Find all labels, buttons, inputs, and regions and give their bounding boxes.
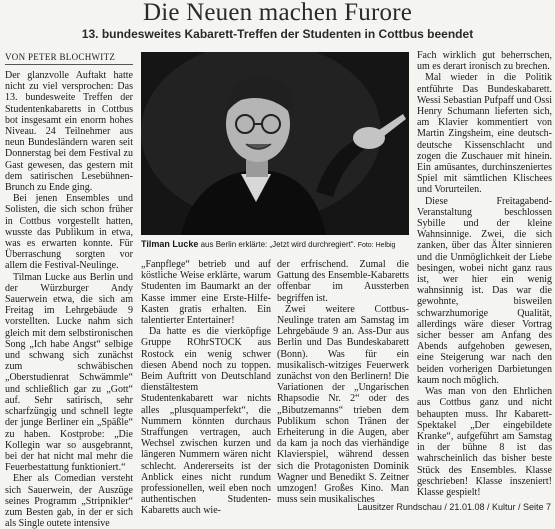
photo-caption: [141, 239, 409, 251]
article-column-1: [5, 70, 133, 529]
paragraph: der erfrischend. Zumal die Gattung des Ensemble-Kabaretts offenbar im Aussterben begriffen ist.: [277, 259, 409, 304]
article-column-3: [277, 259, 409, 506]
performer-illustration: [141, 52, 409, 235]
article-headline: Die Neuen machen Furore: [142, 0, 413, 26]
paragraph: Zwei weitere Cottbus-Neulinge traten am Samstag im Lehrgebäude 9 an. Ass-Dur aus Berlin und Das Bundeskabarett (Bonn). Was für ein musikalisch-witziges Feuerwerk zunächst von den Berlinern! Die Variationen der „Ungarischen Rhapsodie Nr. 2“ oder des „Bibutzemanns“ trieben dem Publikum schon Tränen der Erheiterung in die Augen, aber da kam ja noch das vierhändige Klavierspiel, während dessen sich die Protagonisten Dominik Wagner und Benedikt S. Zeitner umzogen! Großes Kino. Man muss sein musikalisches: [277, 303, 409, 506]
paragraph: Da hatte es die vierköpfige Gruppe ROhrSTOCK aus Rostock ein wenig schwer diesen Abend noch zu toppen. Beim Auftritt von Deutschland dienstältestem Studentenkabarett war nichts alles „plusquamperfekt“, die Nummern könnten durchaus Straffungen vertragen, auch Wechsel zwischen kurzen und längeren Nummern wären nicht schlecht. Andererseits ist der Anblick eines nicht rundum professionellen, weil eben noch authentischen Studenten-Kabaretts auch wie-: [141, 326, 271, 517]
source-footer: Lausitzer Rundschau / 21.01.08 / Kultur / Seite 7: [357, 502, 551, 512]
paragraph: Bei jenen Ensembles und Solisten, die sich schon früher in Cottbus vorgestellt hatten, wusste das Publikum in etwa, was es erwarten konnte. Für Überraschung sorgten vor allem die Festival-Neulinge.: [5, 193, 133, 272]
caption-name: Tilman Lucke: [141, 239, 199, 249]
paragraph: Diese Freitagabend-Veranstaltung beschlossen Sybille und der kleine Wahnsinnige. Zwei, die sich zanken, über das Älter sinnieren und die Unmöglichkeit der Liebe besingen, wobei nicht ganz raus ist, wer hier ein wenig wahnsinnig ist. Das war die gewohnte, bisweilen schwarzhumorige Qualität, allerdings wäre dieser Vortrag sicher besser am Anfang des Abends aufgehoben gewesen, eine Steigerung war nach den beiden vorherigen Darbietungen kaum noch möglich.: [417, 195, 552, 386]
paragraph: Eher als Comedian versteht sich Sauerwein, der Auszüge seines Programm „Stripnikler“ zum Besten gab, in der er sich als Single outete intensive: [5, 473, 133, 529]
article-column-2: [141, 259, 271, 517]
paragraph: Der glanzvolle Auftakt hatte nicht zu viel versprochen: Das 13. bundesweite Treffen der Studentenkabaretts in Cottbus bot insgesamt ein enorm hohes Niveau. 24 Teilnehmer aus neun Bundesländern waren seit Donnerstag bei dem Festival zu Gast gewesen, das gestern mit dem satirischen Lesebühnen-Brunch zu Ende ging.: [5, 70, 133, 194]
paragraph: Was man von den Ehrlichen aus Cottbus ganz und nicht behaupten muss. Ihr Kabarett-Spektakel „Der eingebildete Kranke“, aufgeführt am Samstag in der bühne 8 ist das wahrscheinlich das bisher beste Stück des Ensembles. Klasse geschrieben! Klasse inszeniert! Klasse gespielt!: [417, 386, 552, 498]
paragraph: Mal wieder in die Politik entführte Das Bundeskabarett. Wessi Sebastian Pufpaff und Ossi Henry Schumann lieferten sich, am Klavier kommentiert von Martin Zingsheim, eine deutsch-deutsche Kissenschlacht und zogen die Zuschauer mit hinein. Ein amüsantes, durchinszeniertes Spiel mit sämtlichen Klischees und Vorurteilen.: [417, 72, 552, 196]
paragraph: Tilman Lucke aus Berlin und der Würzburger Andy Sauerwein etwa, die sich am Freitag im Lehrgebäude 9 vorstellten. Lucke nahm sich gleich mit dem selbstironischen Song „Ich habe Angst“ selbige und schwang sich zunächst zum schwäbischen „Oberstudienrat Schwämmle“ und schließlich gar zu „Gott“ auf. Sehr satirisch, sehr scharfzüngig und schnell legte der junge Berliner ein „Späßle“ zu haben. Kostprobe: „Die Kollegin war so ausgebrannt, bei der hat nicht mal mehr die Feuerbestattung funktioniert.“: [5, 271, 133, 474]
caption-text: aus Berlin erklärte: „Jetzt wird durchregiert“.: [198, 240, 356, 249]
article-byline: VON PETER BLOCHWITZ: [5, 52, 133, 65]
paragraph: „Fanpflege“ betrieb und auf köstliche Weise erklärte, warum Studenten im Baumarkt an der Kasse immer eine Erste-Hilfe-Kasten gratis erhalten. Ein talentierter Entertainer!: [141, 259, 271, 327]
article-column-4: [417, 50, 552, 498]
article-subheadline: 13. bundesweites Kabarett-Treffen der Studenten in Cottbus beendet: [81, 27, 474, 41]
performer-photo: [141, 52, 409, 235]
paragraph: Fach wirklich gut beherrschen, um es derart ironisch zu brechen.: [417, 50, 552, 73]
caption-credit: Foto: Helbig: [355, 242, 396, 249]
